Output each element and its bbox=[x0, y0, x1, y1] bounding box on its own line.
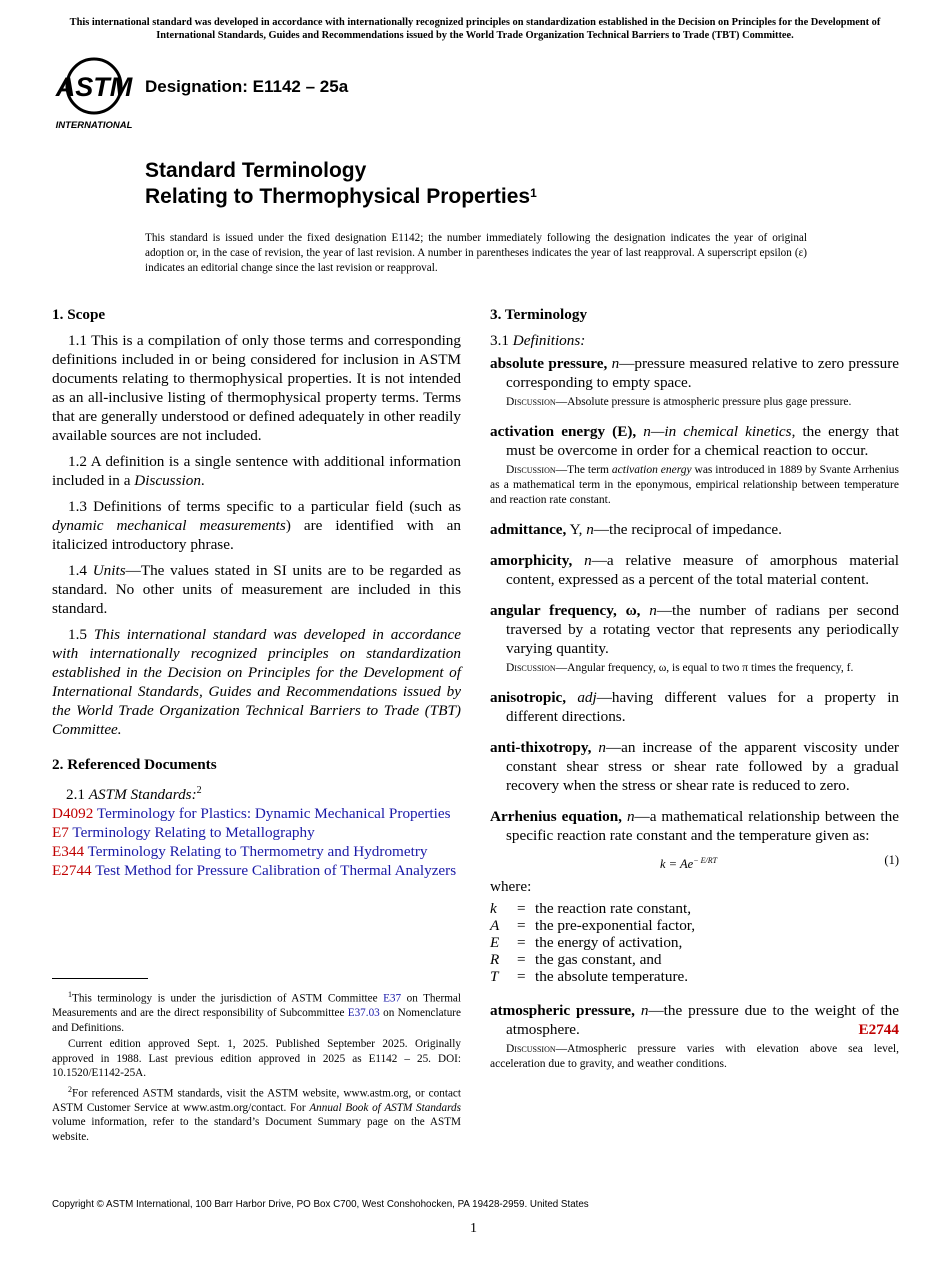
title-line2: Relating to Thermophysical Properties bbox=[145, 185, 531, 208]
where-table bbox=[490, 900, 695, 985]
discussion-absolute-pressure: Discussion—Absolute pressure is atmospheric pressure plus gage pressure. bbox=[506, 396, 852, 408]
page-number: 1 bbox=[470, 1221, 477, 1236]
term-activation-energy: activation energy (E), n—in chemical kinetics, the energy that must be overcome in order for a chemical reaction to occur. bbox=[490, 423, 900, 459]
where-row: E = the energy of activation, bbox=[490, 934, 683, 951]
issued-note: This standard is issued under the fixed designation E1142; the number immediately following the designation indicates the year of original adoption or, in the case of revision, the year of last revision. A number in parentheses indicates the year of last reapproval. A superscript epsilon (ε) indicates an editorial change since the last revision or reapproval. bbox=[145, 232, 807, 274]
footnotes bbox=[52, 988, 461, 1146]
term-atmospheric-pressure: atmospheric pressure, n—the pressure due to the weight of the atmosphere. E2744 bbox=[490, 1002, 900, 1038]
discussion-activation-energy: Discussion—The term activation energy was introduced in 1889 by Svante Arrhenius as a mathematical term in the eponymous, empirical relationship between temperature and reaction rate constant. bbox=[490, 464, 900, 506]
document-title bbox=[145, 158, 537, 210]
scope-heading: 1. Scope bbox=[52, 306, 106, 323]
refdocs-subheading: 2.1 ASTM Standards:$^2$ bbox=[66, 785, 202, 804]
copyright: Copyright © ASTM International, 100 Barr Harbor Drive, PO Box C700, West Conshohocken, PA 19428-2959. United States bbox=[52, 1199, 589, 1210]
refdocs-heading: 2. Referenced Documents bbox=[52, 756, 217, 773]
logo-text: ASTM bbox=[55, 72, 133, 102]
left-column bbox=[52, 305, 461, 880]
term-amorphicity: amorphicity, n—a relative measure of amorphous material content, expressed as a percent of the total material content. bbox=[490, 552, 899, 588]
footnote-1: $^1$This terminology is under the jurisdiction of ASTM Committee E37 on Thermal Measurements and are the direct responsibility of Subcommittee E37.03 on Nomenclature and Definitions. bbox=[52, 990, 461, 1034]
where-row: A = the pre-exponential factor, bbox=[490, 917, 696, 934]
footnote-current-edition: Current edition approved Sept. 1, 2025. Published September 2025. Originally approved in 1988. Last previous edition approved in 2025 as E1142 – 25. DOI: 10.1520/E1142-25A. bbox=[52, 1038, 461, 1080]
scope-1-4: 1.4 Units—The values stated in SI units are to be regarded as standard. No other units of measurement are included in this standard. bbox=[52, 562, 462, 617]
ref-item[interactable]: E2744 Test Method for Pressure Calibration of Thermal Analyzers bbox=[52, 862, 457, 880]
ref-item[interactable]: E344 Terminology Relating to Thermometry and Hydrometry bbox=[52, 843, 428, 861]
right-column bbox=[490, 305, 899, 1084]
ref-item[interactable]: E7 Terminology Relating to Metallography bbox=[52, 824, 315, 842]
equation-1 bbox=[490, 851, 899, 873]
terminology-heading: 3. Terminology bbox=[490, 306, 588, 323]
ref-e2744[interactable]: E2744 bbox=[858, 1021, 899, 1038]
where-row: R = the gas constant, and bbox=[490, 951, 662, 968]
designation: Designation: E1142 – 25a bbox=[145, 77, 349, 96]
term-admittance: admittance, Y, n—the reciprocal of impedance. bbox=[490, 521, 782, 538]
scope-1-5: 1.5 This international standard was developed in accordance with internationally recognized principles on standardization established in the Decision on Principles for the Development of International Standards, Guides and Recommendations issued by the World Trade Organization Technical Barriers to Trade (TBT) Committee. bbox=[52, 626, 461, 738]
title-line1: Standard Terminology bbox=[145, 159, 367, 182]
where-row: T = the absolute temperature. bbox=[490, 968, 689, 985]
term-angular-frequency: angular frequency, ω, n—the number of radians per second traversed by a rotating vector that represents any periodically varying quantity. bbox=[490, 602, 899, 657]
where-row: k = the reaction rate constant, bbox=[490, 900, 692, 917]
definitions-subheading: 3.1 Definitions: bbox=[490, 332, 586, 349]
term-anisotropic: anisotropic, adj—having different values for a property in different directions. bbox=[490, 689, 900, 725]
astm-logo bbox=[52, 56, 136, 132]
logo-subtext: INTERNATIONAL bbox=[55, 120, 133, 131]
footnote-2: $^2$For referenced ASTM standards, visit the ASTM website, www.astm.org, or contact ASTM Customer Service at www.astm.org/contact. For Annual Book of ASTM Standards volume information, refer to the standard’s Document Summary page on the ASTM website. bbox=[52, 1084, 461, 1143]
link-e37[interactable]: E37 bbox=[383, 992, 402, 1005]
term-arrhenius-equation: Arrhenius equation, n—a mathematical relationship between the specific reaction rate constant and the temperature given as: bbox=[490, 808, 899, 844]
scope-1-3: 1.3 Definitions of terms specific to a particular field (such as dynamic mechanical measurements) are identified with an italicized introductory phrase. bbox=[52, 498, 461, 553]
footnote-rule bbox=[52, 978, 148, 979]
term-anti-thixotropy: anti-thixotropy, n—an increase of the apparent viscosity under constant shear stress or shear rate followed by a gradual recovery when the stress or shear rate is reduced to zero. bbox=[490, 739, 899, 794]
discussion-angular-frequency: Discussion—Angular frequency, ω, is equal to two π times the frequency, f. bbox=[506, 662, 854, 674]
equation-formula: $k = Ae^{- E/RT}$ bbox=[660, 856, 718, 872]
title-footnote-mark[interactable]: 1 bbox=[530, 186, 537, 200]
ref-item[interactable]: D4092 Terminology for Plastics: Dynamic Mechanical Properties bbox=[52, 805, 451, 823]
link-e37-03[interactable]: E37.03 bbox=[347, 1007, 380, 1020]
top-notice: This international standard was developed in accordance with internationally recognized principles on standardization established in the Decision on Principles for the Development of International Standards, Guides and Recommendations issued by the World Trade Organization Technical Barriers to Trade (TBT) Committee. bbox=[69, 17, 881, 41]
scope-1-1: 1.1 This is a compilation of only those terms and corresponding definitions included in or being considered for inclusion in ASTM documents relating to thermophysical properties. It is not intended as an all-inclusive listing of thermophysical property terms. Terms that are generally understood or defined adequately in other readily available sources are not included. bbox=[52, 332, 461, 444]
where-label: where: bbox=[490, 878, 532, 895]
scope-1-2: 1.2 A definition is a single sentence with additional information included in a Discussion. bbox=[52, 453, 461, 489]
equation-number: (1) bbox=[884, 853, 899, 867]
term-absolute-pressure: absolute pressure, n—pressure measured relative to zero pressure corresponding to empty space. bbox=[490, 355, 899, 391]
discussion-atmospheric-pressure: Discussion—Atmospheric pressure varies with elevation above sea level, acceleration due to gravity, and weather conditions. bbox=[490, 1043, 899, 1070]
